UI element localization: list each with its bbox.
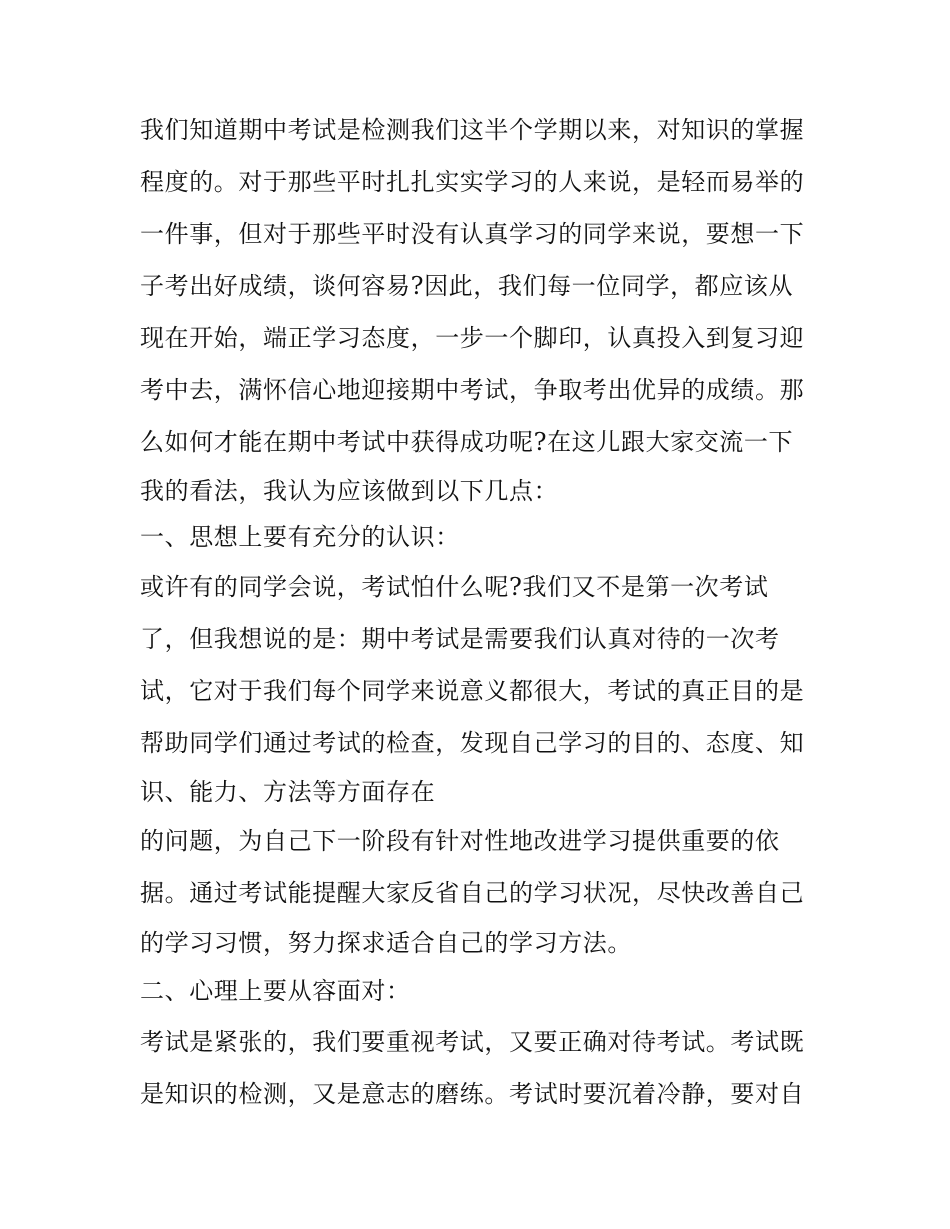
text-line: 考中去，满怀信心地迎接期中考试，争取考出优异的成绩。那 bbox=[140, 376, 805, 404]
text-line: 我的看法，我认为应该做到以下几点： bbox=[140, 477, 559, 505]
text-line: 么如何才能在期中考试中获得成功呢?在这儿跟大家交流一下 bbox=[140, 428, 794, 456]
text-line: 试，它对于我们每个同学来说意义都很大，考试的真正目的是 bbox=[140, 677, 805, 705]
section-heading: 二、心理上要从容面对： bbox=[140, 977, 411, 1005]
text-line: 了，但我想说的是：期中考试是需要我们认真对待的一次考 bbox=[140, 625, 780, 653]
section-heading: 一、思想上要有充分的认识： bbox=[140, 523, 460, 551]
text-line: 程度的。对于那些平时扎扎实实学习的人来说，是轻而易举的 bbox=[140, 168, 805, 196]
text-line: 考试是紧张的，我们要重视考试，又要正确对待考试。考试既 bbox=[140, 1028, 805, 1056]
text-line: 一件事，但对于那些平时没有认真学习的同学来说，要想一下 bbox=[140, 220, 805, 248]
text-line: 帮助同学们通过考试的检查，发现自己学习的目的、态度、知 bbox=[140, 729, 805, 757]
text-line: 子考出好成绩，谈何容易?因此，我们每一位同学，都应该从 bbox=[140, 272, 794, 300]
text-line: 的问题，为自己下一阶段有针对性地改进学习提供重要的依 bbox=[140, 827, 780, 855]
text-line: 我们知道期中考试是检测我们这半个学期以来，对知识的掌握 bbox=[140, 116, 805, 144]
text-line: 现在开始，端正学习态度，一步一个脚印，认真投入到复习迎 bbox=[140, 324, 805, 352]
text-line: 识、能力、方法等方面存在 bbox=[140, 778, 436, 806]
text-line: 据。通过考试能提醒大家反省自己的学习状况，尽快改善自己 bbox=[140, 879, 805, 907]
text-line: 的学习习惯，努力探求适合自己的学习方法。 bbox=[140, 929, 632, 957]
text-line: 是知识的检测，又是意志的磨练。考试时要沉着冷静，要对自 bbox=[140, 1080, 805, 1108]
text-line: 或许有的同学会说，考试怕什么呢?我们又不是第一次考试 bbox=[140, 573, 769, 601]
